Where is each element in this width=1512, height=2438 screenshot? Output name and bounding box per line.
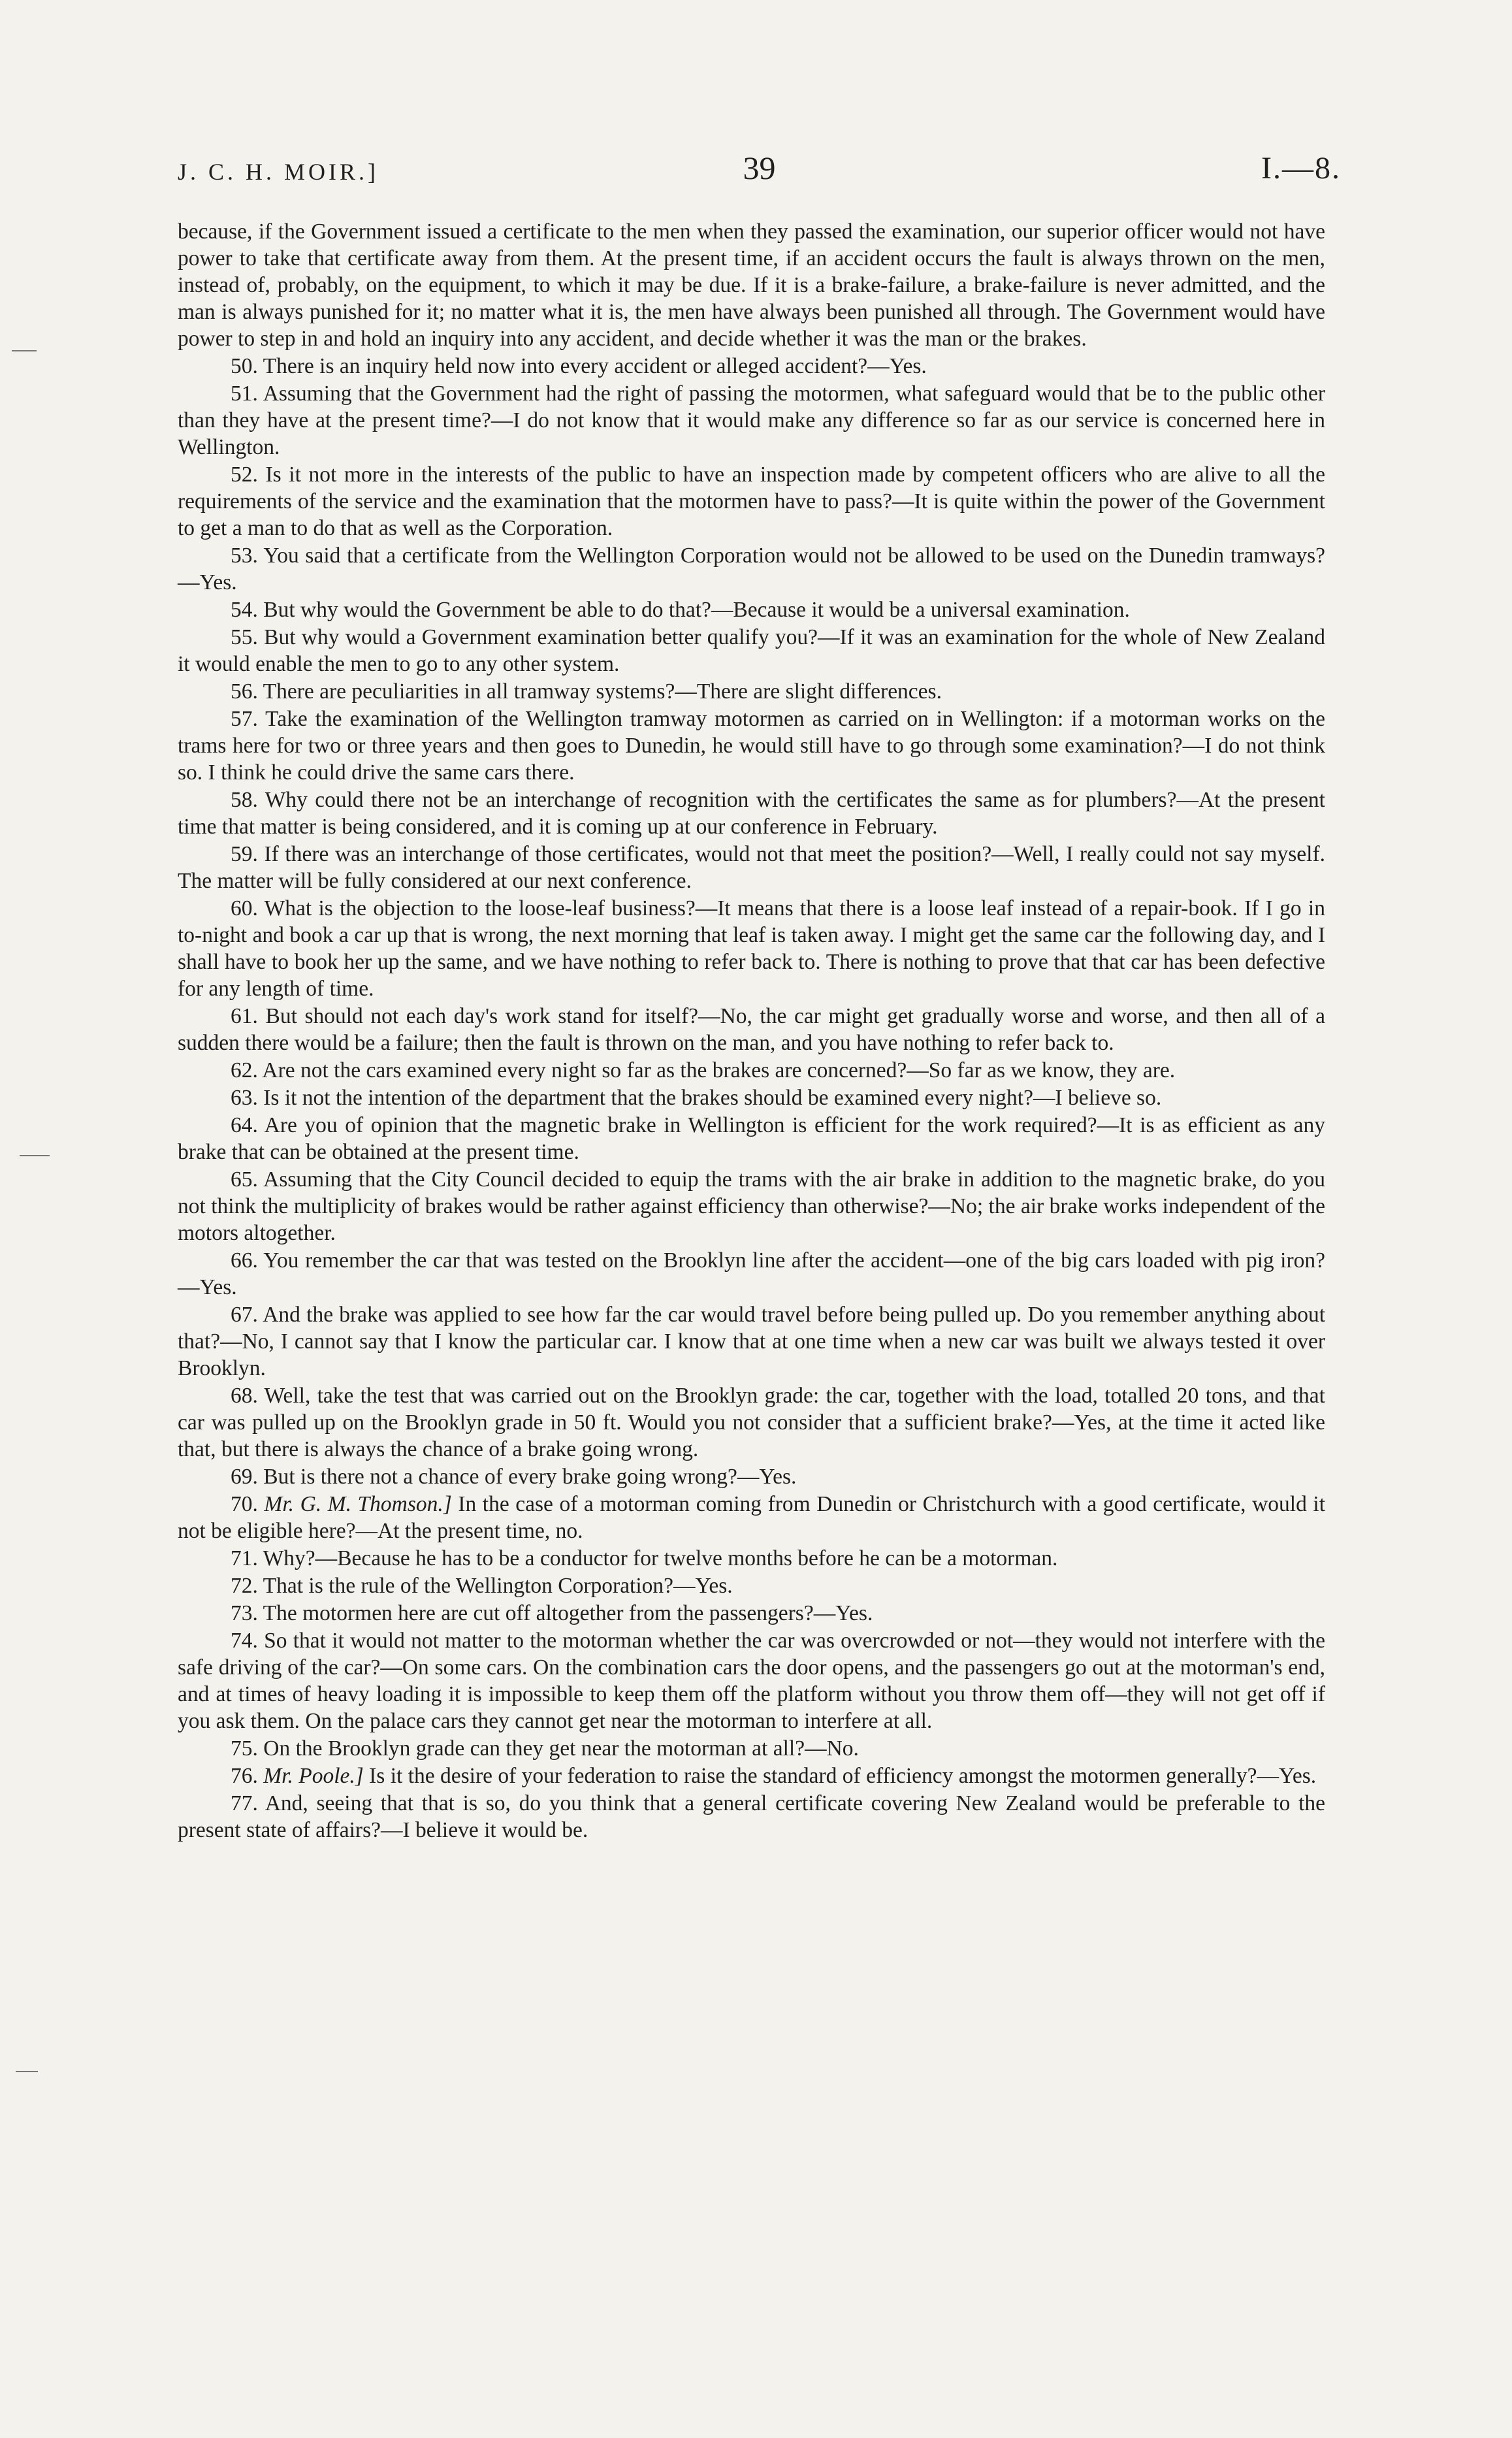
- question-number: 57.: [231, 707, 258, 731]
- paragraph-text: But should not each day's work stand for itself?—No, the car might get gradually worse and worse, and then all of a sudden there would be a failure; then the fault is thrown on the man, and you have nothing to refer back to.: [178, 1004, 1325, 1055]
- question-answer: [178, 1572, 1325, 1599]
- question-answer: [178, 1057, 1325, 1084]
- paragraph-text: The motormen here are cut off altogether from the passengers?—Yes.: [263, 1601, 873, 1625]
- question-number: 64.: [231, 1113, 258, 1137]
- question-answer: [178, 380, 1325, 461]
- question-number: 58.: [231, 788, 258, 812]
- question-answer: [178, 1463, 1325, 1490]
- question-answer: [178, 1003, 1325, 1056]
- question-answer: [178, 1545, 1325, 1572]
- question-number: 52.: [231, 463, 258, 487]
- paragraph-text: Assuming that the City Council decided to equip the trams with the air brake in addition to the magnetic brake, do you not think the multiplicity of brakes would be rather against efficiency than otherwise?—No; the air brake works independent of the motors altogether.: [178, 1167, 1325, 1245]
- paragraph-text: And, seeing that that is so, do you think that a general certificate covering New Zealand would be preferable to the present state of affairs?—I believe it would be.: [178, 1791, 1325, 1842]
- question-answer: [178, 461, 1325, 542]
- paragraph-text: In the case of a motorman coming from Dunedin or Christchurch with a good certificate, would it not be eligible here?—At the present time, no.: [178, 1492, 1326, 1543]
- paragraph-text: because, if the Government issued a certificate to the men when they passed the examination, our superior officer would not have power to take that certificate away from them. At the present time, if an accident occurs the fault is always thrown on the men, instead of, probably, on the equipment, to which it may be due. If it is a brake-failure, a brake-failure is never admitted, and the man is always punished for it; no matter what it is, the men have always been punished all through. The Government would have power to step in and hold an inquiry into any accident, and decide whether it was the man or the brakes.: [178, 219, 1325, 351]
- paragraph-text: You remember the car that was tested on the Brooklyn line after the accident—one of the big cars loaded with pig iron?—Yes.: [178, 1248, 1326, 1299]
- paragraph-text: There is an inquiry held now into every accident or alleged accident?—Yes.: [263, 354, 927, 378]
- paragraph-text: And the brake was applied to see how far the car would travel before being pulled up. Do you remember anything about that?—No, I cannot say that I know the particular car. I know that at one time when a new car was built we always tested it over Brooklyn.: [178, 1303, 1325, 1380]
- testimony-body: [178, 218, 1325, 1844]
- question-answer: [178, 1301, 1325, 1382]
- paragraph-text: But is there not a chance of every brake going wrong?—Yes.: [263, 1465, 797, 1489]
- question-answer: [178, 542, 1325, 596]
- question-number: 73.: [231, 1601, 258, 1625]
- question-answer: [178, 895, 1325, 1002]
- question-answer: [178, 624, 1325, 677]
- question-answer: [178, 1627, 1325, 1734]
- continued-paragraph: [178, 218, 1325, 352]
- question-answer: [178, 1112, 1325, 1165]
- scan-mark: [12, 350, 37, 351]
- paragraph-text: Are you of opinion that the magnetic brake in Wellington is efficient for the work required?—It is as efficient as any brake that can be obtained at the present time.: [178, 1113, 1326, 1164]
- question-answer: [178, 787, 1325, 840]
- question-number: 72.: [231, 1574, 258, 1598]
- question-number: 71.: [231, 1546, 258, 1570]
- question-number: 56.: [231, 679, 258, 704]
- question-number: 59.: [231, 842, 258, 866]
- question-number: 62.: [231, 1058, 258, 1082]
- paragraph-text: But why would a Government examination better qualify you?—If it was an examination for the whole of New Zealand it would enable the men to go to any other system.: [178, 625, 1326, 676]
- page-header: [178, 149, 1341, 195]
- paragraph-text: That is the rule of the Wellington Corporation?—Yes.: [263, 1574, 733, 1598]
- question-answer: [178, 1491, 1325, 1544]
- paragraph-text: Is it the desire of your federation to raise the standard of efficiency amongst the motormen generally?—Yes.: [369, 1764, 1317, 1788]
- question-number: 74.: [231, 1629, 258, 1653]
- question-answer: [178, 1790, 1325, 1844]
- paragraph-text: But why would the Government be able to do that?—Because it would be a universal examination.: [263, 598, 1130, 622]
- question-answer: [178, 1735, 1325, 1762]
- paper-reference: I.—8.: [1261, 151, 1341, 186]
- speaker-name: Mr. G. M. Thomson.]: [264, 1492, 452, 1516]
- paragraph-text: You said that a certificate from the Wellington Corporation would not be allowed to be used on the Dunedin tramways?—Yes.: [178, 544, 1325, 594]
- question-number: 61.: [231, 1004, 258, 1028]
- question-answer: [178, 1166, 1325, 1246]
- paragraph-text: What is the objection to the loose-leaf business?—It means that there is a loose leaf instead of a repair-book. If I go in to-night and book a car up that is wrong, the next morning that leaf is taken away. I might get the same car the following day, and I shall have to book her up the same, and we have nothing to refer back to. There is nothing to prove that that car has been defective for any length of time.: [178, 896, 1325, 1001]
- paragraph-text: So that it would not matter to the motorman whether the car was overcrowded or not—they would not interfere with the safe driving of the car?—On some cars. On the combination cars the door opens, and the passengers go out at the motorman's end, and at times of heavy loading it is impossible to keep them off the platform without you throw them off—they will not get off if you ask them. On the palace cars they cannot get near the motorman to interfere at all.: [178, 1629, 1326, 1733]
- question-answer: [178, 1763, 1325, 1789]
- question-answer: [178, 1084, 1325, 1111]
- question-answer: [178, 1247, 1325, 1301]
- question-number: 55.: [231, 625, 258, 649]
- page-number: 39: [743, 150, 776, 186]
- question-number: 75.: [231, 1736, 258, 1761]
- question-number: 50.: [231, 354, 258, 378]
- paragraph-text: On the Brooklyn grade can they get near the motorman at all?—No.: [263, 1736, 859, 1761]
- paragraph-text: If there was an interchange of those certificates, would not that meet the position?—Well, I really could not say myself. The matter will be fully considered at our next conference.: [178, 842, 1325, 893]
- question-number: 68.: [231, 1384, 258, 1408]
- scan-mark: [16, 2071, 38, 2072]
- paragraph-text: Is it not more in the interests of the public to have an inspection made by competent officers who are alive to all the requirements of the service and the examination that the motormen have to pass?—It is quite within the power of the Government to get a man to do that as well as the Corporation.: [178, 463, 1326, 540]
- question-number: 54.: [231, 598, 258, 622]
- question-number: 70.: [231, 1492, 258, 1516]
- question-number: 53.: [231, 544, 258, 568]
- question-number: 69.: [231, 1465, 258, 1489]
- paragraph-text: Assuming that the Government had the right of passing the motormen, what safeguard would that be to the public other than they have at the present time?—I do not know that it would make any difference so far as our service is concerned here in Wellington.: [178, 382, 1326, 459]
- speaker-name: Mr. Poole.]: [263, 1764, 364, 1788]
- question-number: 51.: [231, 382, 258, 406]
- question-answer: [178, 706, 1325, 786]
- question-number: 63.: [231, 1086, 258, 1110]
- paragraph-text: Well, take the test that was carried out on the Brooklyn grade: the car, together with the load, totalled 20 tons, and that car was pulled up on the Brooklyn grade in 50 ft. Would you not consider that a sufficient brake?—Yes, at the time it acted like that, but there is always the chance of a brake going wrong.: [178, 1384, 1325, 1461]
- question-answer: [178, 596, 1325, 623]
- question-answer: [178, 678, 1325, 705]
- paragraph-text: Are not the cars examined every night so far as the brakes are concerned?—So far as we know, they are.: [262, 1058, 1176, 1082]
- scan-mark: [20, 1155, 50, 1156]
- question-number: 77.: [231, 1791, 258, 1815]
- paragraph-text: Why?—Because he has to be a conductor for twelve months before he can be a motorman.: [263, 1546, 1058, 1570]
- question-number: 65.: [231, 1167, 258, 1192]
- paragraph-text: Why could there not be an interchange of recognition with the certificates the same as for plumbers?—At the present time that matter is being considered, and it is coming up at our conference in February.: [178, 788, 1325, 839]
- question-number: 76.: [231, 1764, 258, 1788]
- paragraph-text: Is it not the intention of the department that the brakes should be examined every night?—I believe so.: [263, 1086, 1162, 1110]
- question-answer: [178, 841, 1325, 894]
- question-number: 66.: [231, 1248, 258, 1273]
- paragraph-text: There are peculiarities in all tramway systems?—There are slight differences.: [263, 679, 942, 704]
- paragraph-text: Take the examination of the Wellington tramway motormen as carried on in Wellington: if a motorman works on the trams here for two or three years and then goes to Dunedin, he would still have to go through some examination?—I do not think so. I think he could drive the same cars there.: [178, 707, 1325, 785]
- question-answer: [178, 1600, 1325, 1627]
- question-answer: [178, 353, 1325, 380]
- question-number: 60.: [231, 896, 258, 920]
- question-number: 67.: [231, 1303, 258, 1327]
- question-answer: [178, 1382, 1325, 1463]
- witness-name: J. C. H. MOIR.]: [178, 159, 379, 185]
